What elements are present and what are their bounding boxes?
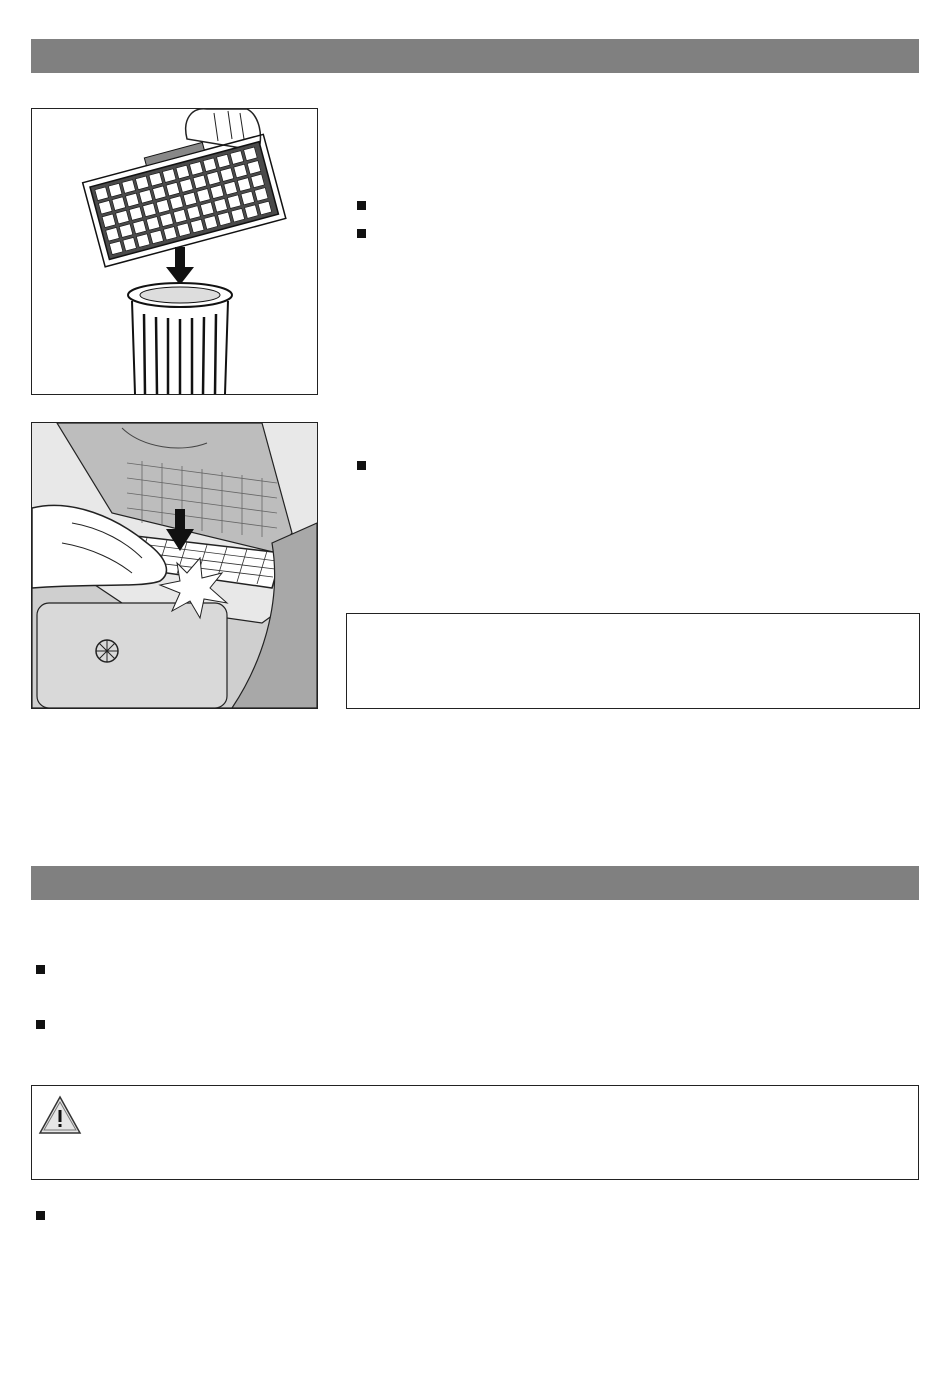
bullet-point: [357, 201, 366, 210]
section-header-bar-1: [31, 39, 919, 73]
bullet-point: [36, 1020, 45, 1029]
bullet-point: [357, 461, 366, 470]
warning-box: [31, 1085, 919, 1180]
bullet-point: [36, 965, 45, 974]
filter-disposal-illustration: [31, 108, 318, 395]
bullet-point: [357, 229, 366, 238]
filter-insertion-illustration: [31, 422, 318, 709]
bullet-point: [36, 1211, 45, 1220]
warning-triangle-icon: [37, 1094, 83, 1136]
note-box-text: [347, 614, 919, 638]
note-box: [346, 613, 920, 709]
section-header-bar-2: [31, 866, 919, 900]
